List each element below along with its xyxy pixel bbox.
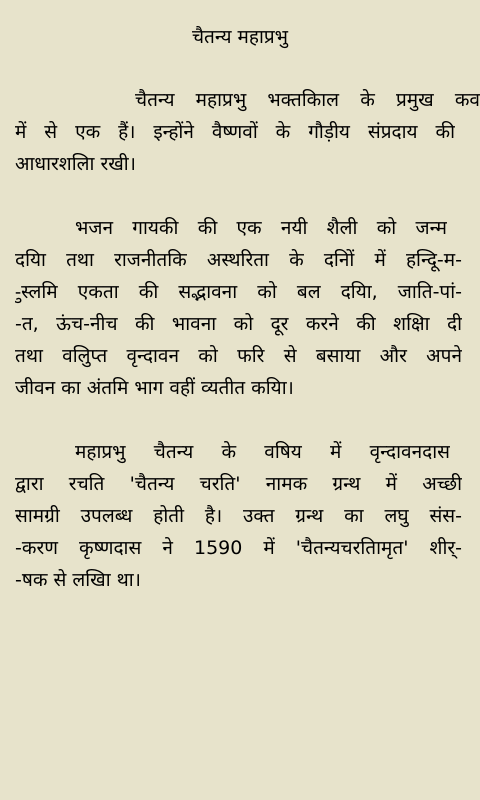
paragraph-line: -ुस्लमि एकता की सद्भावना को बल दयिा, जाति-पां-: [15, 281, 462, 303]
paragraph-line: तथा वलिुप्त वृन्दावन को फरि से बसाया और अपने: [15, 345, 462, 367]
paragraph-line: -करण कृष्णदास ने 1590 में 'चैतन्यचरतिामृत' शीर्-: [15, 537, 462, 559]
paragraph-line: सामग्री उपलब्ध होती है। उक्त ग्रन्थ का लघु संस-: [15, 505, 462, 527]
paragraph-line: द्वारा रचति 'चैतन्य चरति' नामक ग्रन्थ में अच्छी: [15, 473, 462, 495]
paragraph-line: -षक से लखिा था।: [15, 569, 141, 591]
paragraph-line: दयिा तथा राजनीतकि अस्थरिता के दनिों में हन्दिू-म-: [15, 249, 462, 271]
page-title: चैतन्य महाप्रभु: [191, 26, 289, 48]
paragraph-line: चैतन्य महाप्रभु भक्तकिाल के प्रमुख कव: [135, 89, 480, 111]
paragraph-line: महाप्रभु चैतन्य के वषिय में वृन्दावनदास: [75, 441, 450, 463]
paragraph-line: भजन गायकी की एक नयी शैली को जन्म: [75, 217, 447, 239]
paragraph-line: -त, ऊंच-नीच की भावना को दूर करने की शक्षिा दी: [15, 313, 462, 335]
paragraph-line: जीवन का अंतमि भाग वहीं व्यतीत कयिा।: [15, 377, 294, 399]
paragraph-line: आधारशलिा रखी।: [15, 153, 136, 175]
paragraph-line: में से एक हैं। इन्होंने वैष्णवों के गौड़ीय संप्रदाय की: [15, 121, 455, 143]
